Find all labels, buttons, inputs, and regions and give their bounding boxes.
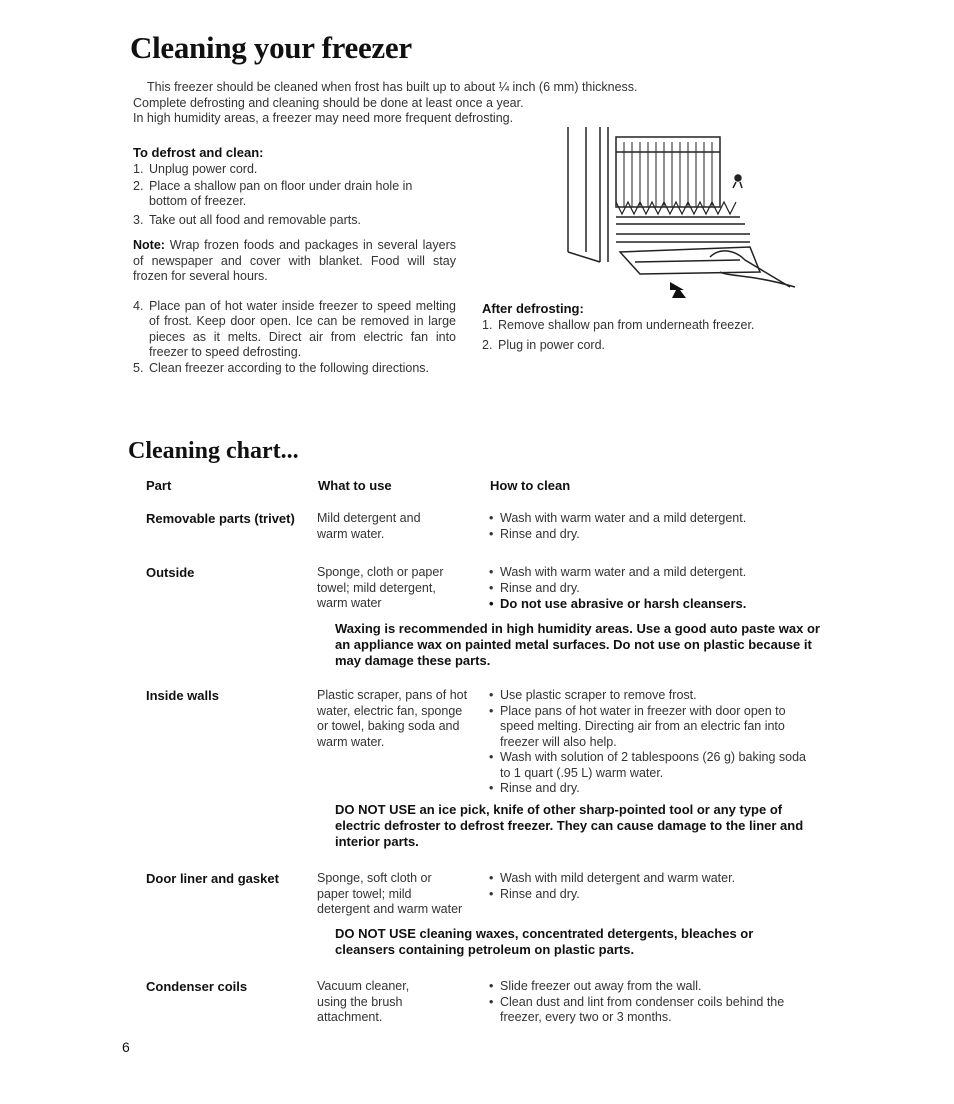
how-item: • Slide freezer out away from the wall. [489, 979, 804, 995]
step-text: Take out all food and removable parts. [149, 212, 361, 227]
after-heading: After defrosting: [482, 301, 584, 316]
intro-line-2: Complete defrosting and cleaning should be done at least once a year. [133, 95, 524, 110]
step-text: Place a shallow pan on floor under drain hole in bottom of freezer. [149, 178, 413, 208]
step-text: Plug in power cord. [498, 337, 606, 352]
freezer-defrost-illustration [560, 122, 800, 302]
how-inside [489, 688, 811, 797]
what-door: Sponge, soft cloth or paper towel; mild detergent and warm water [317, 871, 463, 916]
how-item-bold: • Do not use abrasive or harsh cleansers. [489, 596, 819, 612]
how-removable [489, 511, 819, 542]
defrost-section [133, 145, 456, 376]
freezer-illustration-icon [560, 122, 800, 302]
how-item: • Wash with warm water and a mild detergent. [489, 565, 819, 581]
defrost-step [133, 213, 456, 229]
note-label: Note: [133, 238, 165, 252]
how-door [489, 871, 819, 902]
what-inside: Plastic scraper, pans of hot water, electric fan, sponge or towel, baking soda and warm water. [317, 688, 468, 749]
step-number: 2. [133, 178, 144, 193]
step-number: 1. [133, 162, 144, 176]
step-number: 4. [133, 298, 144, 313]
part-outside: Outside [146, 565, 195, 580]
how-item: • Use plastic scraper to remove frost. [489, 688, 811, 704]
page-title: Cleaning your freezer [130, 30, 412, 65]
defrost-steps-b [133, 299, 456, 377]
after-section [482, 301, 812, 353]
defrost-heading: To defrost and clean: [133, 145, 264, 160]
how-item: • Wash with warm water and a mild detergent. [489, 511, 819, 527]
step-number: 1. [482, 318, 493, 332]
part-removable: Removable parts (trivet) [146, 511, 295, 526]
part-door: Door liner and gasket [146, 871, 279, 886]
step-number: 3. [133, 212, 144, 227]
how-outside [489, 565, 819, 612]
column-header-what: What to use [318, 478, 392, 493]
note-paragraph [133, 238, 456, 285]
how-condenser [489, 979, 804, 1026]
step-text: Remove shallow pan from underneath freezer. [498, 318, 755, 332]
how-item: • Place pans of hot water in freezer with door open to speed melting. Directing air from an electric fan into freezer will also help. [489, 704, 811, 751]
how-item: • Rinse and dry. [489, 581, 819, 597]
how-item: • Rinse and dry. [489, 527, 819, 543]
defrost-steps-a [133, 162, 456, 228]
column-header-part: Part [146, 478, 172, 493]
what-condenser: Vacuum cleaner, using the brush attachment. [317, 979, 410, 1024]
warning-sharp-tools: DO NOT USE an ice pick, knife of other sharp-pointed tool or any type of electric defroster to defrost freezer. They can cause damage to the liner and interior parts. [335, 802, 804, 849]
what-removable: Mild detergent and warm water. [317, 511, 421, 541]
step-text: Place pan of hot water inside freezer to speed melting of frost. Keep door open. Ice can be removed in large pieces as it melts. Direct air from electric fan into freezer to speed defrosting. [149, 298, 456, 359]
intro-line-3: In high humidity areas, a freezer may need more frequent defrosting. [133, 111, 514, 125]
warning-petroleum: DO NOT USE cleaning waxes, concentrated detergents, bleaches or cleansers containing petroleum on plastic parts. [335, 926, 754, 957]
defrost-step [133, 361, 456, 377]
column-header-how: How to clean [490, 478, 571, 493]
defrost-step [133, 299, 456, 361]
step-text: Unplug power cord. [149, 162, 258, 176]
how-item: • Clean dust and lint from condenser coils behind the freezer, every two or 3 months. [489, 995, 804, 1026]
defrost-step [133, 162, 456, 178]
part-inside: Inside walls [146, 688, 219, 703]
warning-waxing: Waxing is recommended in high humidity areas. Use a good auto paste wax or an appliance wax on painted metal surfaces. Do not use on plastic because it may damage these parts. [335, 621, 820, 668]
step-text: Clean freezer according to the following directions. [149, 360, 430, 375]
how-item: • Rinse and dry. [489, 887, 819, 903]
note-text: Wrap frozen foods and packages in several layers of newspaper and cover with blanket. Food will stay frozen for several hours. [133, 238, 456, 283]
intro-paragraph [133, 80, 733, 127]
step-number: 5. [133, 360, 144, 375]
how-item: • Rinse and dry. [489, 781, 811, 797]
how-item: • Wash with mild detergent and warm water. [489, 871, 819, 887]
how-item: • Wash with solution of 2 tablespoons (26 g) baking soda to 1 quart (.95 L) warm water. [489, 750, 811, 781]
page-number: 6 [122, 1039, 130, 1055]
step-number: 2. [482, 337, 493, 352]
after-step [482, 318, 812, 334]
after-step [482, 338, 812, 354]
chart-title: Cleaning chart... [128, 438, 299, 464]
defrost-step [133, 179, 443, 210]
what-outside: Sponge, cloth or paper towel; mild detergent, warm water [317, 565, 444, 610]
part-condenser: Condenser coils [146, 979, 248, 994]
intro-line-1: This freezer should be cleaned when frost has built up to about ¼ inch (6 mm) thickness. [147, 80, 638, 94]
